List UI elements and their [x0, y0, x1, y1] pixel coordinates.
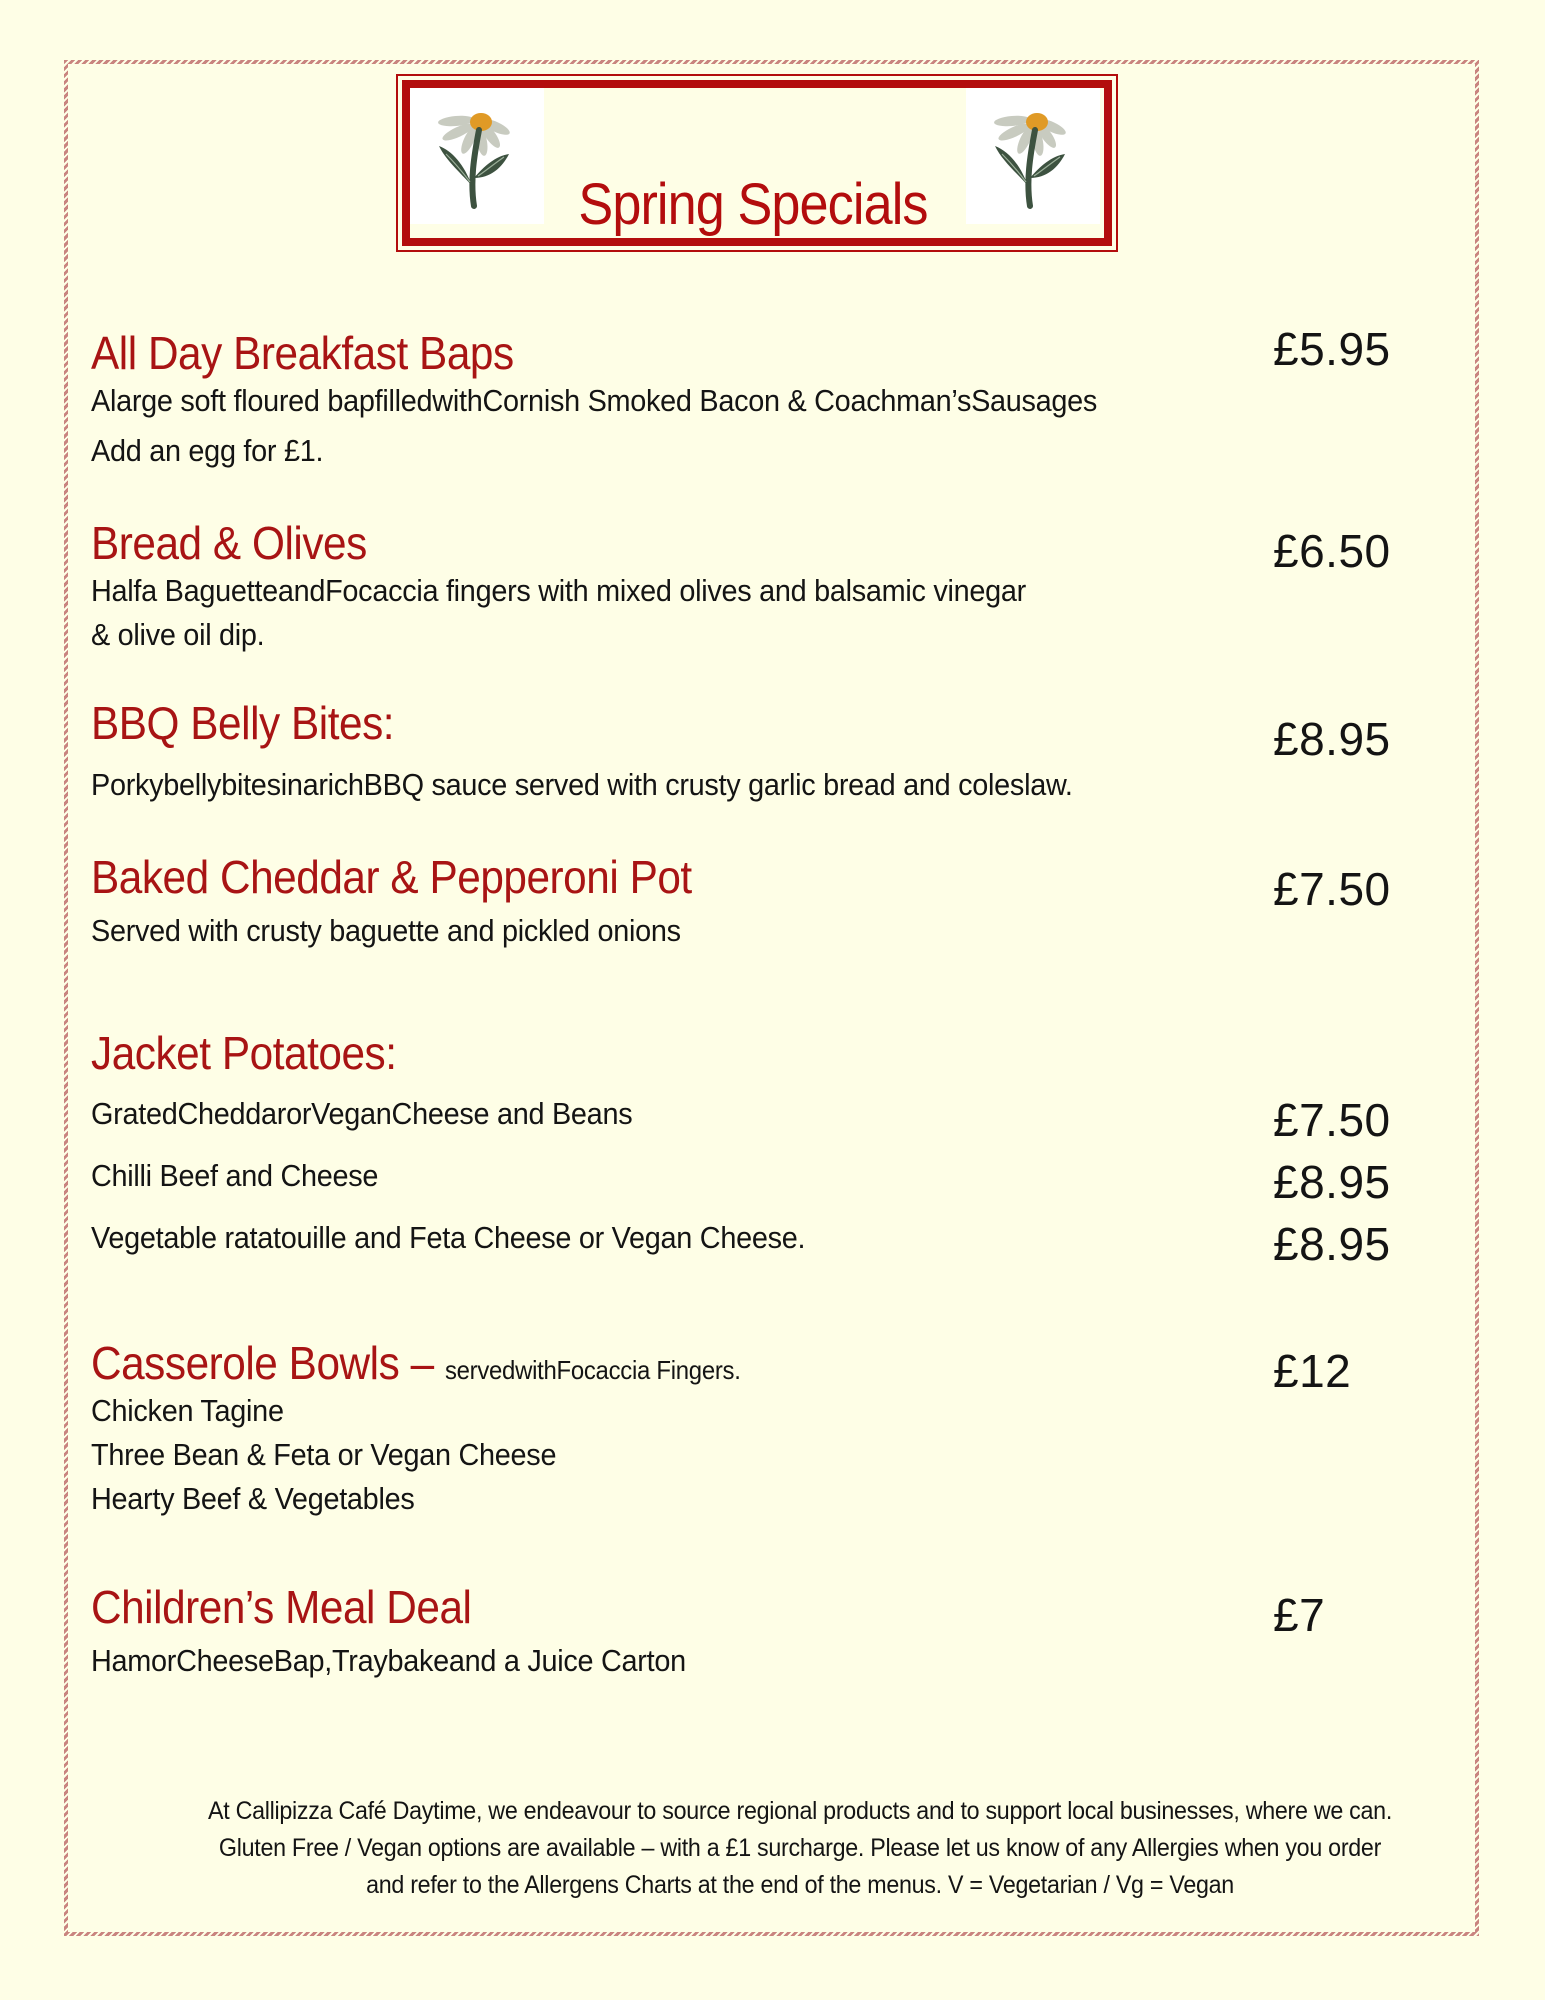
item-title — [91, 1338, 1318, 1389]
option-price: £8.95 — [1273, 1156, 1391, 1208]
item-title-note: servedwithFocaccia Fingers. — [444, 1355, 741, 1385]
menu-item — [91, 518, 1425, 657]
item-title: All Day Breakfast Baps — [91, 327, 514, 379]
option-label: Chilli Beef and Cheese — [91, 1158, 379, 1193]
menu-item — [91, 323, 1425, 473]
item-title: Bread & Olives — [91, 517, 367, 569]
item-description: PorkybellybitesinarichBBQ sauce served with crusty garlic bread and coleslaw. — [91, 766, 1073, 802]
menu-item — [91, 698, 1425, 807]
option-price: £8.95 — [1273, 1218, 1391, 1270]
item-description: Three Bean & Feta or Vegan Cheese — [91, 1436, 557, 1472]
page-title: Spring Specials — [578, 172, 928, 237]
item-description: Hearty Beef & Vegetables — [91, 1480, 415, 1516]
footer-line: At Callipizza Café Daytime, we endeavour to source regional products and to support local businesses, where we can. — [207, 1797, 1393, 1825]
option-label: GratedCheddarorVeganCheese and Beans — [91, 1096, 633, 1131]
item-title: BBQ Belly Bites: — [91, 697, 395, 749]
footer-line: and refer to the Allergens Charts at the end of the menus. V = Vegetarian / Vg = Vegan — [366, 1871, 1234, 1899]
item-price: £6.50 — [1273, 525, 1391, 577]
daisy-flower-icon — [990, 106, 1080, 216]
item-price: £8.95 — [1273, 713, 1391, 765]
item-description: Chicken Tagine — [91, 1392, 284, 1428]
item-title: Children’s Meal Deal — [91, 1581, 472, 1633]
item-title: Jacket Potatoes: — [91, 1027, 397, 1079]
item-description: HamorCheeseBap,Traybakeand a Juice Carton — [91, 1642, 686, 1678]
menu-item — [91, 1582, 1425, 1683]
item-title-text: Casserole Bowls – — [91, 1337, 434, 1389]
footer-note — [120, 1793, 1480, 1904]
item-title: Baked Cheddar & Pepperoni Pot — [91, 851, 692, 903]
menu-item — [91, 852, 1425, 953]
item-price: £7 — [1273, 1589, 1326, 1641]
item-description: Add an egg for £1. — [91, 432, 324, 468]
flower-panel-right — [966, 88, 1100, 224]
item-description: Alarge soft floured bapfilledwithCornish Smoked Bacon & Coachman’sSausages — [91, 382, 1098, 418]
menu-item — [91, 1028, 1425, 1079]
menu-item — [91, 1338, 1425, 1521]
header-banner — [396, 74, 1118, 252]
daisy-flower-icon — [434, 106, 524, 216]
header-banner-inner — [402, 80, 1112, 246]
option-label: Vegetable ratatouille and Feta Cheese or Vegan Cheese. — [91, 1220, 806, 1255]
option-price: £7.50 — [1273, 1094, 1391, 1146]
item-description: Served with crusty baguette and pickled onions — [91, 912, 681, 948]
item-description: Halfa BaguetteandFocaccia fingers with mixed olives and balsamic vinegar — [91, 572, 1027, 608]
item-price: £5.95 — [1273, 323, 1391, 375]
item-price: £7.50 — [1273, 863, 1391, 915]
footer-line: Gluten Free / Vegan options are available – with a £1 surcharge. Please let us know of any Allergies when you order — [218, 1834, 1382, 1862]
item-price: £12 — [1273, 1345, 1352, 1397]
item-description: & olive oil dip. — [91, 616, 265, 652]
flower-panel-left — [410, 88, 544, 224]
